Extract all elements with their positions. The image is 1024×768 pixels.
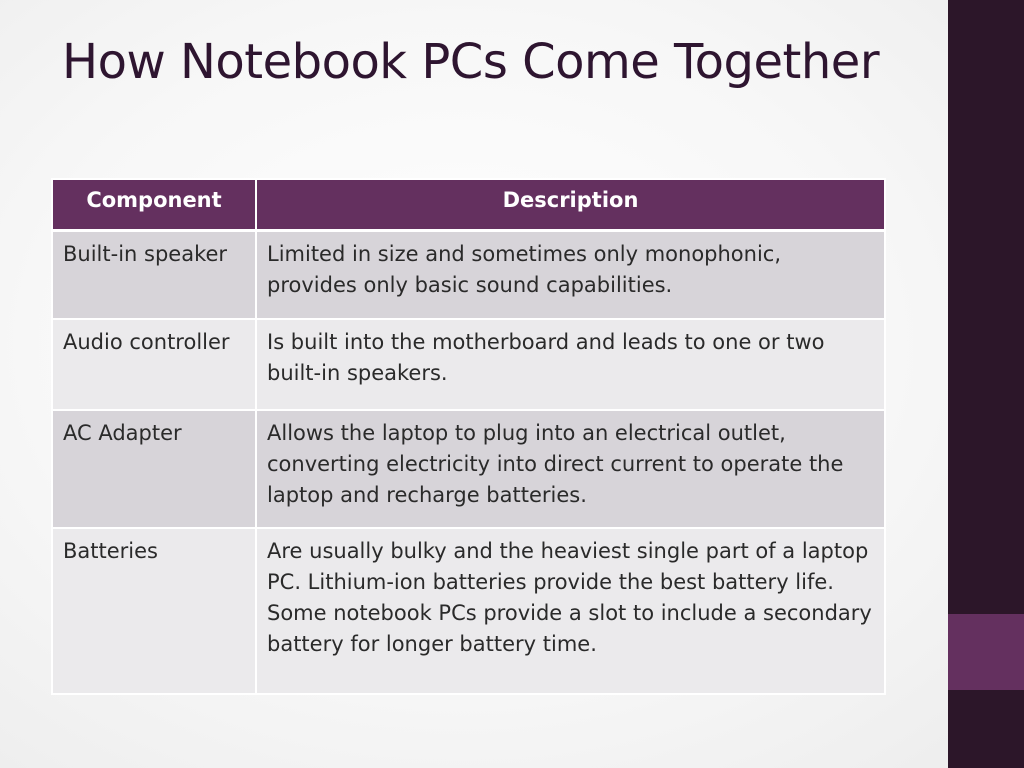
column-header-component: Component [52, 179, 256, 230]
description-cell: Allows the laptop to plug into an electrical outlet, converting electricity into direct current to operate the laptop and recharge batteries. [256, 410, 885, 528]
slide-title: How Notebook PCs Come Together [62, 34, 880, 90]
table-row [52, 528, 885, 694]
sidebar-accent-block [948, 614, 1024, 690]
table-row [52, 230, 885, 319]
table-header-row [52, 179, 885, 230]
table-row [52, 319, 885, 410]
component-table [51, 178, 886, 695]
column-header-description: Description [256, 179, 885, 230]
description-cell: Limited in size and sometimes only monophonic, provides only basic sound capabilities. [256, 230, 885, 319]
description-cell: Are usually bulky and the heaviest single part of a laptop PC. Lithium-ion batteries provide the best battery life. Some notebook PCs provide a slot to include a secondary battery for longer battery time. [256, 528, 885, 694]
component-cell: Audio controller [52, 319, 256, 410]
table-row [52, 410, 885, 528]
component-cell: AC Adapter [52, 410, 256, 528]
description-cell: Is built into the motherboard and leads to one or two built-in speakers. [256, 319, 885, 410]
component-cell: Built-in speaker [52, 230, 256, 319]
component-cell: Batteries [52, 528, 256, 694]
